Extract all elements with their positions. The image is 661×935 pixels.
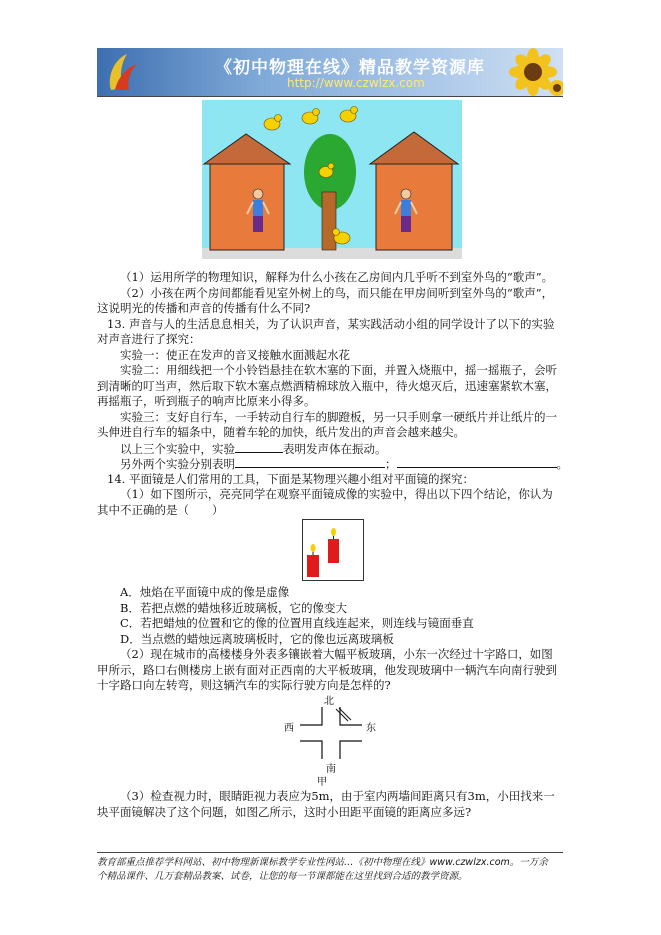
q13-experiment2: 实验二：用细线把一个小铃铛悬挂在软木塞的下面，并置入烧瓶中，摇一摇瓶子，会听 bbox=[120, 363, 557, 377]
q13-experiment3: 实验三：支好自行车，一手转动自行车的脚蹬板，另一只手则拿一硬纸片并让纸片的一 bbox=[120, 410, 557, 424]
site-title: 《初中物理在线》精品教学资源库 bbox=[215, 58, 485, 78]
q14-part3: （3）检查视力时，眼睛距视力表应为5m，由于室内两墙间距离只有3m，小田找来一 bbox=[120, 789, 555, 803]
q14-part2-end: 十字路口向左转弯，则这辆汽车的实际行驶方向是怎样的? bbox=[97, 678, 391, 692]
q13-experiment2-end: 再摇瓶子，听到瓶子的响声比原来小得多。 bbox=[97, 394, 316, 408]
sunflower-icon bbox=[493, 48, 563, 96]
q12-part1: （1）运用所学的物理知识，解释为什么小孩在乙房间内几乎听不到室外鸟的“歌声”。 bbox=[120, 270, 554, 284]
option-a: A．烛焰在平面镜中成的像是虚像 bbox=[120, 585, 290, 599]
footer-line2: 个精品课件、几万套精品教案、试卷，让您的每一节课都能在这里找到合适的教学资源。 bbox=[97, 871, 468, 882]
q14-part3-cont: 块平面镜解决了这个问题，如图乙所示，这时小田距平面镜的距离应多远? bbox=[97, 805, 472, 819]
option-c: C．若把蜡烛的位置和它的像的位置用直线连起来，则连线与镜面垂直 bbox=[120, 616, 474, 630]
q14-stem: 14. 平面镜是人们常用的工具，下面是某物理兴趣小组对平面镜的探究： bbox=[107, 472, 474, 486]
site-logo-icon bbox=[103, 50, 143, 94]
q14-part2-cont: 甲所示，路口右侧楼房上嵌有面对正西南的大平板玻璃，他发现玻璃中一辆汽车向南行驶到 bbox=[97, 663, 557, 677]
q12-part2-cont: 这说明光的传播和声音的传播有什么不同? bbox=[97, 301, 311, 315]
candle-mirror-figure bbox=[302, 519, 364, 581]
footer-line1: 教育部重点推荐学科网站、初中物理新课标教学专业性网站…《初中物理在线》www.czwlzx.com。一万余 bbox=[97, 857, 548, 868]
houses-birds-figure bbox=[202, 100, 462, 259]
q13-stem-cont: 对声音进行了探究： bbox=[97, 332, 201, 346]
answer-blank[interactable] bbox=[235, 441, 283, 453]
q13-purpose: 另外两个实验分别表明 ； 。 bbox=[120, 457, 568, 471]
header-banner bbox=[97, 48, 563, 96]
east-label: 东 bbox=[366, 723, 376, 734]
q13-experiment1: 实验一：使正在发声的音叉接触水面溅起水花 bbox=[120, 348, 350, 362]
q13-experiment2-cont: 到清晰的叮当声，然后取下软木塞点燃酒精棉球放入瓶中，待火熄灭后，迅速塞紧软木塞， bbox=[97, 379, 557, 393]
road-lines bbox=[300, 707, 362, 759]
q13-conclusion: 以上三个实验中，实验 表明发声体在振动。 bbox=[120, 442, 387, 456]
q12-part2: （2）小孩在两个房间都能看见室外树上的鸟，而只能在甲房间听到室外鸟的“歌声”， bbox=[120, 286, 554, 300]
footer bbox=[97, 856, 567, 884]
north-label: 北 bbox=[324, 696, 334, 707]
answer-blank[interactable] bbox=[235, 456, 385, 468]
west-label: 西 bbox=[284, 723, 294, 734]
q14-part1: （1）如下图所示，亮亮同学在观察平面镜成像的实验中，得出以下四个结论，你认为 bbox=[120, 487, 553, 501]
q14-part1-cont: 其中不正确的是（ ） bbox=[97, 503, 224, 517]
option-b: B．若把点燃的蜡烛移近玻璃板，它的像变大 bbox=[120, 601, 347, 615]
crossroad-figure bbox=[282, 693, 382, 789]
q13-experiment3-cont: 头伸进自行车的辐条中，随着车轮的加快，纸片发出的声音会越来越尖。 bbox=[97, 425, 465, 439]
header-rule bbox=[97, 96, 563, 97]
q14-part2: （2）现在城市的高楼楼身外表多镶嵌着大幅平板玻璃，小东一次经过十字路口，如图 bbox=[120, 647, 553, 661]
q13-stem: 13. 声音与人的生活息息相关，为了认识声音，某实践活动小组的同学设计了以下的实验 bbox=[107, 317, 555, 331]
answer-blank[interactable] bbox=[397, 456, 557, 468]
option-d: D．当点燃的蜡烛远离玻璃板时，它的像也远离玻璃板 bbox=[120, 632, 394, 646]
south-label: 南 bbox=[326, 764, 336, 775]
glass-mirror-icon bbox=[336, 708, 351, 721]
footer-rule bbox=[97, 852, 563, 853]
figure-caption: 甲 bbox=[317, 777, 327, 788]
site-url: http://www.czwlzx.com bbox=[287, 76, 425, 90]
